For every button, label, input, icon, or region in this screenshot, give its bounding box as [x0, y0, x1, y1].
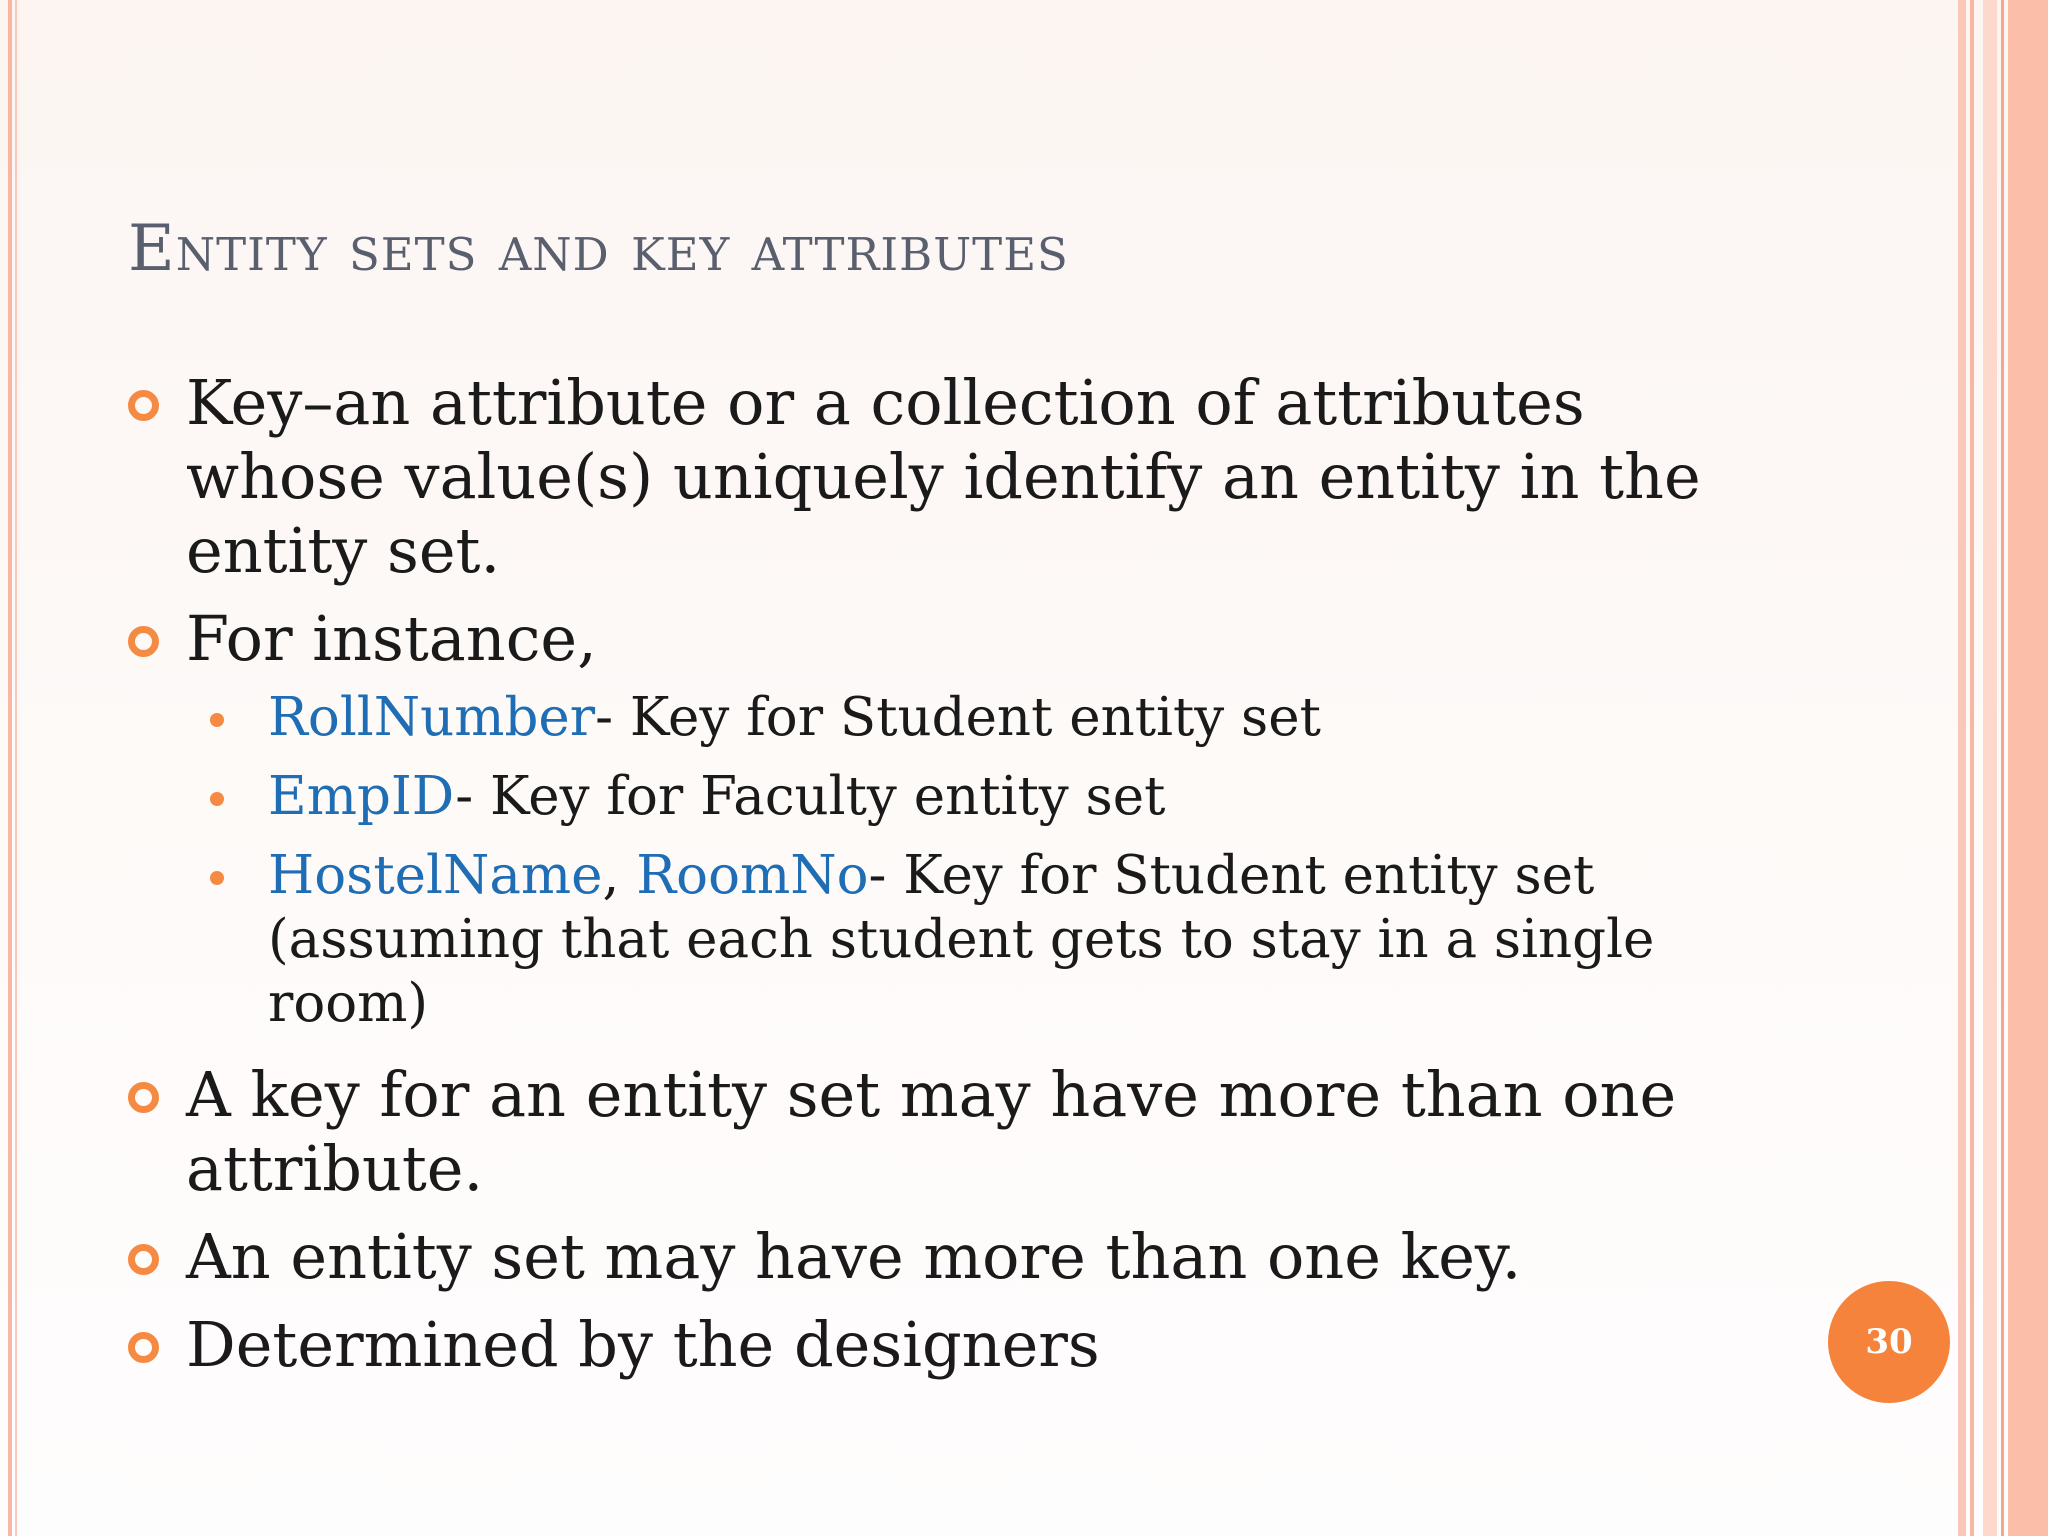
bullet-text: A key for an entity set may have more than one attribute.	[186, 1058, 1677, 1205]
example-description: - Key for Faculty entity set	[455, 766, 1166, 827]
bullet-item	[128, 1220, 1738, 1294]
ring-bullet-icon	[128, 1082, 159, 1113]
key-attribute: RoomNo	[636, 845, 869, 906]
bullet-text: For instance,	[186, 602, 597, 675]
page-number-badge: 30	[1828, 1281, 1950, 1403]
dot-bullet-icon	[210, 792, 224, 806]
right-decor-stripe	[1958, 0, 1966, 1536]
example-list	[128, 686, 1738, 1036]
left-border-line-inner	[15, 0, 17, 1536]
ring-bullet-icon	[128, 626, 159, 657]
example-description: - Key for Student entity set (assuming that each student gets to stay in a single room)	[268, 845, 1655, 1034]
dot-bullet-icon	[210, 713, 224, 727]
bullet-item	[128, 366, 1738, 588]
ring-bullet-icon	[128, 1244, 159, 1275]
right-decor-stripe	[2001, 0, 2004, 1536]
key-attribute: HostelName	[268, 845, 603, 906]
example-item	[128, 765, 1738, 829]
left-border-line	[8, 0, 12, 1536]
example-item	[128, 686, 1738, 750]
dot-bullet-icon	[210, 871, 224, 885]
ring-bullet-icon	[128, 390, 159, 421]
bullet-item	[128, 1058, 1738, 1206]
ring-bullet-icon	[128, 1332, 159, 1363]
right-decor-stripe	[2008, 0, 2048, 1536]
example-item	[128, 844, 1738, 1036]
key-separator: ,	[602, 845, 637, 906]
bullet-item	[128, 1308, 1738, 1382]
bullet-text: An entity set may have more than one key.	[186, 1220, 1522, 1293]
slide-content	[128, 366, 1738, 1396]
right-decor-stripe	[1970, 0, 1974, 1536]
key-attribute: RollNumber	[268, 687, 596, 748]
bullet-text: Determined by the designers	[186, 1308, 1100, 1381]
bullet-item	[128, 602, 1738, 676]
bullet-text: Key–an attribute or a collection of attributes whose value(s) uniquely identify an entity in the entity set.	[186, 366, 1701, 587]
slide-title: Entity sets and key attributes	[128, 212, 1069, 286]
key-attribute: EmpID	[268, 766, 456, 827]
example-description: - Key for Student entity set	[595, 687, 1321, 748]
right-decor-stripe	[1983, 0, 1997, 1536]
